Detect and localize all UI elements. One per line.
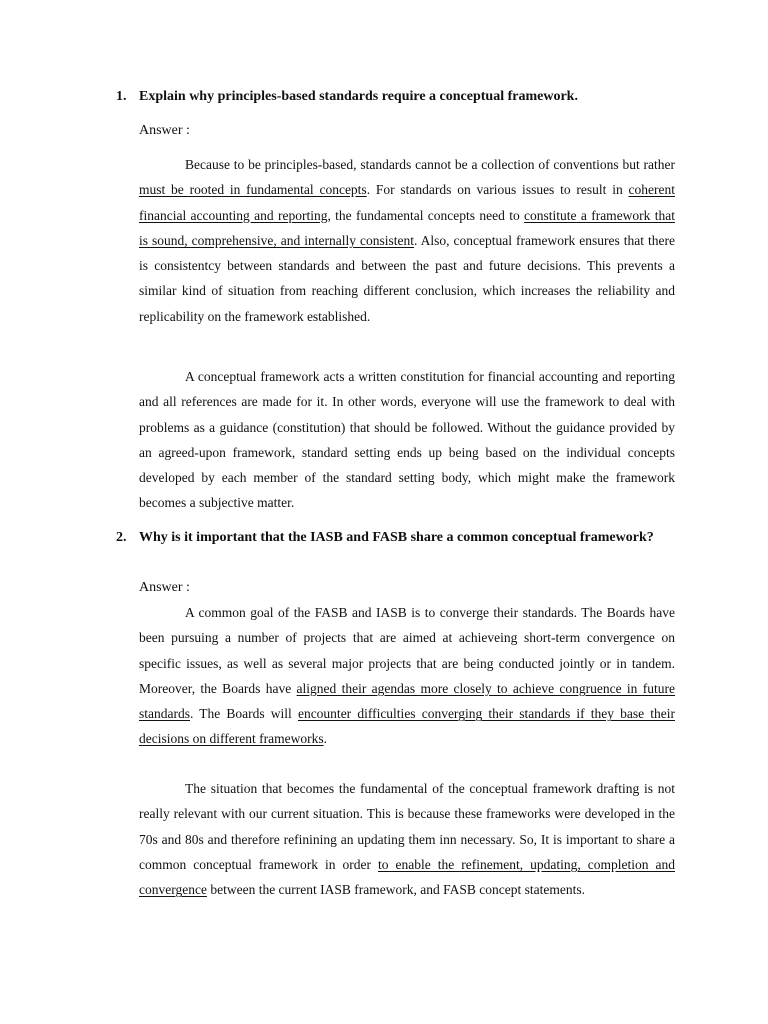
underlined-text: must be rooted in fundamental concepts (139, 182, 367, 198)
question-2-answer-label: Answer : (139, 580, 190, 595)
underlined-text: constitute a framework that is sound, comprehensive, and internally consistent (139, 207, 676, 248)
underlined-text: encounter difficulties converging their standards if they base their decisions on different frameworks (139, 706, 675, 747)
text-run: . The Boards will (190, 706, 298, 722)
text-run: . (323, 731, 327, 747)
question-2-paragraph-2 (139, 776, 675, 902)
underlined-text: aligned their agendas more closely to achieve congruence in future standards (139, 680, 675, 722)
text-run: A conceptual framework acts a written constitution for financial accounting and reporting and all references are made for it. In other words, everyone will use the framework to deal with problems as a guidance (constitution) that should be followed. Without the guidance provided by an agreed-upon framework, standard setting ends up being based on the individual concepts developed by each member of the standard setting body, which might make the framework becomes a subjective matter. (139, 369, 675, 511)
question-1-answer-label: Answer : (139, 123, 190, 138)
text-run: between the current IASB framework, and FASB concept statements. (206, 882, 585, 898)
question-1-number: 1. (116, 89, 127, 104)
underlined-text: coherent financial accounting and reporting (139, 182, 675, 223)
question-2-title: Why is it important that the IASB and FASB share a common conceptual framework? (139, 530, 654, 545)
text-run: The situation that becomes the fundamental of the conceptual framework drafting is not really relevant with our current situation. This is because these frameworks were developed in the 70s and 80s and therefore refinining an updating them inn necessary. So, It is important to share a common conceptual framework in order (139, 781, 675, 872)
question-2-number: 2. (116, 530, 127, 545)
question-1-paragraph-2 (139, 364, 675, 516)
text-run: . Also, conceptual framework ensures that there is consistentcy between standards and between the past and future decisions. This prevents a similar kind of situation from reaching different conclusion, which increases the reliability and replicability on the framework established. (139, 232, 675, 324)
text-run: , the fundamental concepts need to (327, 207, 525, 223)
text-run: Because to be principles-based, standards cannot be a collection of conventions but rather (185, 157, 675, 172)
underlined-text: to enable the refinement, updating, completion and convergence (139, 856, 675, 898)
question-1-paragraph-1 (139, 152, 675, 329)
question-2-paragraph-1 (139, 600, 675, 752)
text-run: . For standards on various issues to result in (366, 182, 629, 198)
text-run: A common goal of the FASB and IASB is to converge their standards. The Boards have been pursuing a number of projects that are aimed at achieveing short-term convergence on specific issues, as well as several major projects that are being conducted jointly or in tandem. Moreover, the Boards have (139, 605, 675, 696)
question-1-title: Explain why principles-based standards require a conceptual framework. (139, 89, 578, 104)
